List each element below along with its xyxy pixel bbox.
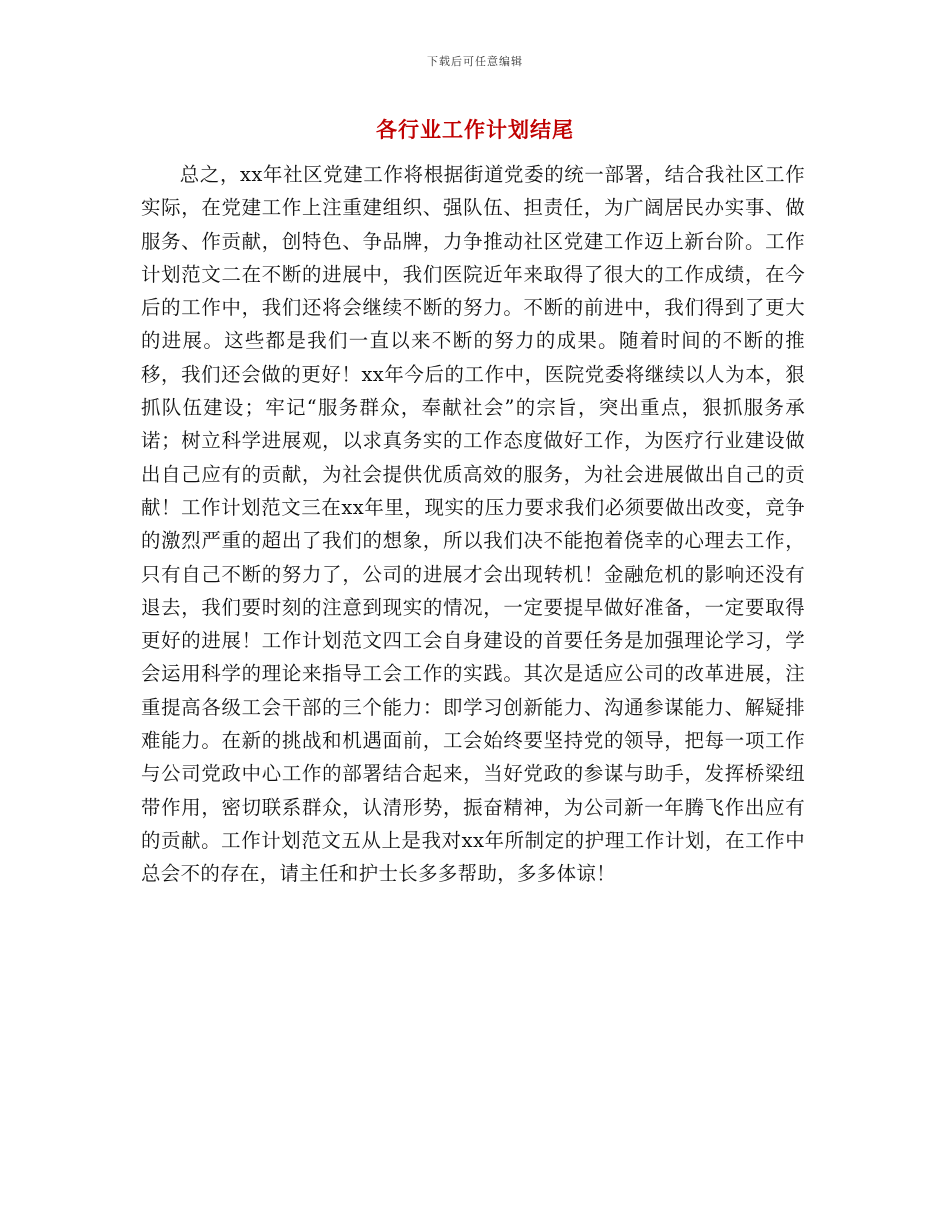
header-note: 下载后可任意编辑 xyxy=(427,55,523,68)
body-paragraph: 总之，xx年社区党建工作将根据街道党委的统一部署，结合我社区工作实际，在党建工作上注重建组织、强队伍、担责任，为广阔居民办实事、做服务、作贡献，创特色、争品牌，力争推动社区党建工作迈上新台阶。工作计划范文二在不断的进展中，我们医院近年来取得了很大的工作成绩，在今后的工作中，我们还将会继续不断的努力。不断的前进中，我们得到了更大的进展。这些都是我们一直以来不断的努力的成果。随着时间的不断的推移，我们还会做的更好！xx年今后的工作中，医院党委将继续以人为本，狠抓队伍建设；牢记“服务群众，奉献社会”的宗旨，突出重点，狠抓服务承诺；树立科学进展观，以求真务实的工作态度做好工作，为医疗行业建设做出自己应有的贡献，为社会提供优质高效的服务，为社会进展做出自己的贡献！工作计划范文三在xx年里，现实的压力要求我们必须要做出改变，竞争的激烈严重的超出了我们的想象，所以我们决不能抱着侥幸的心理去工作，只有自己不断的努力了，公司的进展才会出现转机！金融危机的影响还没有退去，我们要时刻的注意到现实的情况，一定要提早做好准备，一定要取得更好的进展！工作计划范文四工会自身建设的首要任务是加强理论学习，学会运用科学的理论来指导工会工作的实践。其次是适应公司的改革进展，注重提高各级工会干部的三个能力：即学习创新能力、沟通参谋能力、解疑排难能力。在新的挑战和机遇面前，工会始终要坚持党的领导，把每一项工作与公司党政中心工作的部署结合起来，当好党政的参谋与助手，发挥桥梁纽带作用，密切联系群众，认清形势，振奋精神，为公司新一年腾飞作出应有的贡献。工作计划范文五从上是我对xx年所制定的护理工作计划，在工作中总会不的存在，请主任和护士长多多帮助，多多体谅！ xyxy=(141,163,805,886)
document-title: 各行业工作计划结尾 xyxy=(376,117,574,142)
